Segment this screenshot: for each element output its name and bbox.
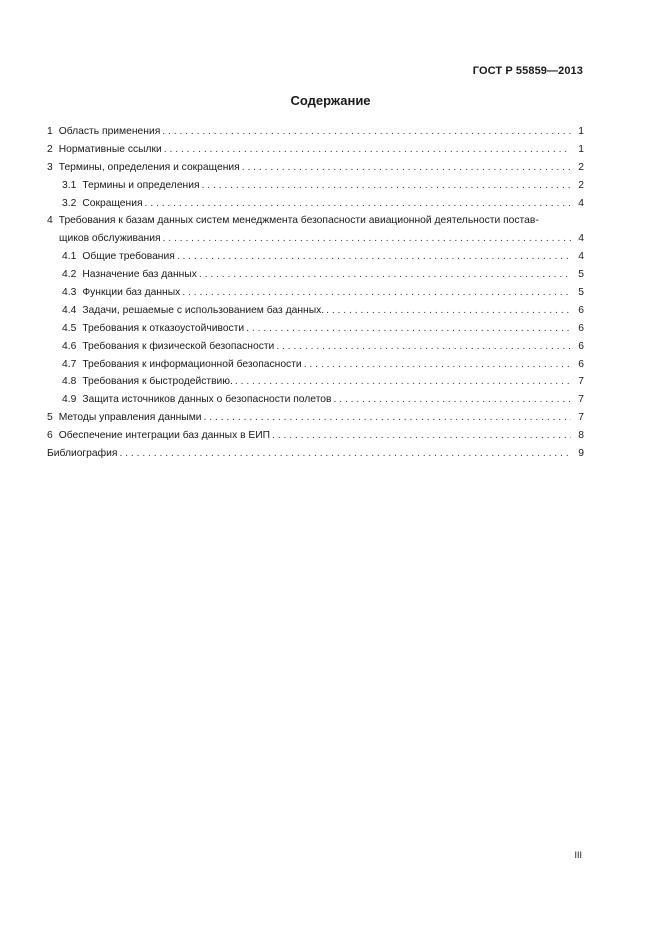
leader-dots bbox=[164, 144, 571, 155]
toc-page: 5 bbox=[578, 287, 584, 299]
toc-page: 5 bbox=[578, 269, 584, 281]
leader-dots bbox=[235, 376, 571, 387]
toc-label: Защита источников данных о безопасности полетов bbox=[82, 394, 332, 406]
page-number: III bbox=[574, 850, 582, 860]
toc-number: 3 bbox=[47, 161, 53, 173]
toc-entry-4-8[interactable] bbox=[47, 376, 584, 394]
toc-number: 4.4 bbox=[62, 304, 77, 316]
leader-dots bbox=[182, 287, 571, 298]
page-title: Содержание bbox=[290, 93, 371, 108]
leader-dots bbox=[326, 305, 571, 316]
toc-page: 2 bbox=[578, 161, 584, 173]
toc-label-continuation: щиков обслуживания bbox=[59, 233, 161, 245]
toc-label: Требования к физической безопасности bbox=[82, 340, 275, 352]
toc-label: Термины и определения bbox=[82, 179, 200, 191]
leader-dots bbox=[119, 448, 571, 459]
toc-number: 4.9 bbox=[62, 394, 77, 406]
leader-dots bbox=[199, 269, 571, 280]
toc-entry-4-line2[interactable] bbox=[47, 233, 584, 251]
toc-label: Общие требования bbox=[82, 251, 175, 263]
leader-dots bbox=[163, 233, 571, 244]
toc-label: Задачи, решаемые с использованием баз данных. bbox=[82, 304, 325, 316]
toc-entry-4-7[interactable] bbox=[47, 359, 584, 377]
leader-dots bbox=[276, 341, 571, 352]
toc-number: 4.3 bbox=[62, 287, 77, 299]
toc-entry-bibliography[interactable] bbox=[47, 448, 584, 466]
toc-page: 4 bbox=[578, 233, 584, 245]
toc-entry-3-1[interactable] bbox=[47, 180, 584, 198]
toc-page: 6 bbox=[578, 358, 584, 370]
leader-dots bbox=[204, 412, 571, 423]
toc-number: 4.7 bbox=[62, 358, 77, 370]
toc-label: Область применения bbox=[58, 126, 161, 137]
toc-label: Назначение баз данных bbox=[82, 269, 197, 281]
leader-dots bbox=[162, 126, 571, 137]
toc-page: 4 bbox=[578, 197, 584, 209]
toc-label: Функции баз данных bbox=[82, 287, 181, 299]
toc-number: 4.6 bbox=[62, 340, 77, 352]
toc-page: 6 bbox=[578, 322, 584, 334]
leader-dots bbox=[177, 251, 571, 262]
toc-entry-4-4[interactable] bbox=[47, 305, 584, 323]
toc-number: 4.8 bbox=[62, 376, 77, 388]
toc-page: 2 bbox=[578, 179, 584, 191]
toc-label: Сокращения bbox=[82, 197, 143, 209]
leader-dots bbox=[272, 430, 571, 441]
toc-label: Методы управления данными bbox=[58, 412, 202, 424]
toc-entry-5[interactable] bbox=[47, 412, 584, 430]
toc-entry-3[interactable] bbox=[47, 162, 584, 180]
toc-entry-1[interactable] bbox=[47, 126, 584, 144]
toc-entry-4-6[interactable] bbox=[47, 341, 584, 359]
toc-number: 4 bbox=[47, 215, 53, 227]
toc-page: 1 bbox=[578, 143, 584, 155]
toc-number: 5 bbox=[47, 412, 53, 424]
toc-entry-4-line1[interactable] bbox=[47, 215, 584, 233]
toc-number: 4.1 bbox=[62, 251, 77, 263]
toc-number: 4.5 bbox=[62, 322, 77, 334]
toc-label: Библиография bbox=[47, 448, 118, 460]
toc-label: Обеспечение интеграции баз данных в ЕИП bbox=[58, 430, 271, 442]
leader-dots bbox=[145, 198, 571, 209]
toc-page: 8 bbox=[578, 430, 584, 442]
toc-page: 7 bbox=[578, 394, 584, 406]
toc-label: Требования к быстродействию. bbox=[82, 376, 233, 388]
toc-page: 4 bbox=[578, 251, 584, 263]
toc-label: Термины, определения и сокращения bbox=[58, 161, 240, 173]
toc-number: 3.1 bbox=[62, 179, 77, 191]
toc-label: Требования к отказоустойчивости bbox=[82, 322, 245, 334]
toc-page: 1 bbox=[578, 126, 584, 137]
toc-number: 4.2 bbox=[62, 269, 77, 281]
leader-dots bbox=[242, 162, 571, 173]
leader-dots bbox=[246, 323, 571, 334]
leader-dots bbox=[202, 180, 571, 191]
toc-number: 6 bbox=[47, 430, 53, 442]
toc-entry-2[interactable] bbox=[47, 144, 584, 162]
toc-page: 7 bbox=[578, 412, 584, 424]
toc-entry-4-1[interactable] bbox=[47, 251, 584, 269]
toc-entry-3-2[interactable] bbox=[47, 198, 584, 216]
toc-entry-6[interactable] bbox=[47, 430, 584, 448]
toc-entry-4-5[interactable] bbox=[47, 323, 584, 341]
toc-number: 3.2 bbox=[62, 197, 77, 209]
toc-page: 6 bbox=[578, 340, 584, 352]
toc-number: 1 bbox=[47, 126, 53, 137]
leader-dots bbox=[334, 394, 572, 405]
document-code: ГОСТ Р 55859—2013 bbox=[472, 65, 583, 77]
toc-number: 2 bbox=[47, 143, 53, 155]
toc-label: Требования к базам данных систем менеджмента безопасности авиационной деятельности постав- bbox=[58, 215, 539, 227]
toc-page: 6 bbox=[578, 304, 584, 316]
toc-label: Требования к информационной безопасности bbox=[82, 358, 302, 370]
toc-page: 9 bbox=[578, 448, 584, 460]
toc-entry-4-2[interactable] bbox=[47, 269, 584, 287]
leader-dots bbox=[304, 359, 571, 370]
table-of-contents bbox=[47, 126, 584, 466]
toc-entry-4-9[interactable] bbox=[47, 394, 584, 412]
toc-entry-4-3[interactable] bbox=[47, 287, 584, 305]
toc-label: Нормативные ссылки bbox=[58, 143, 162, 155]
toc-page: 7 bbox=[578, 376, 584, 388]
